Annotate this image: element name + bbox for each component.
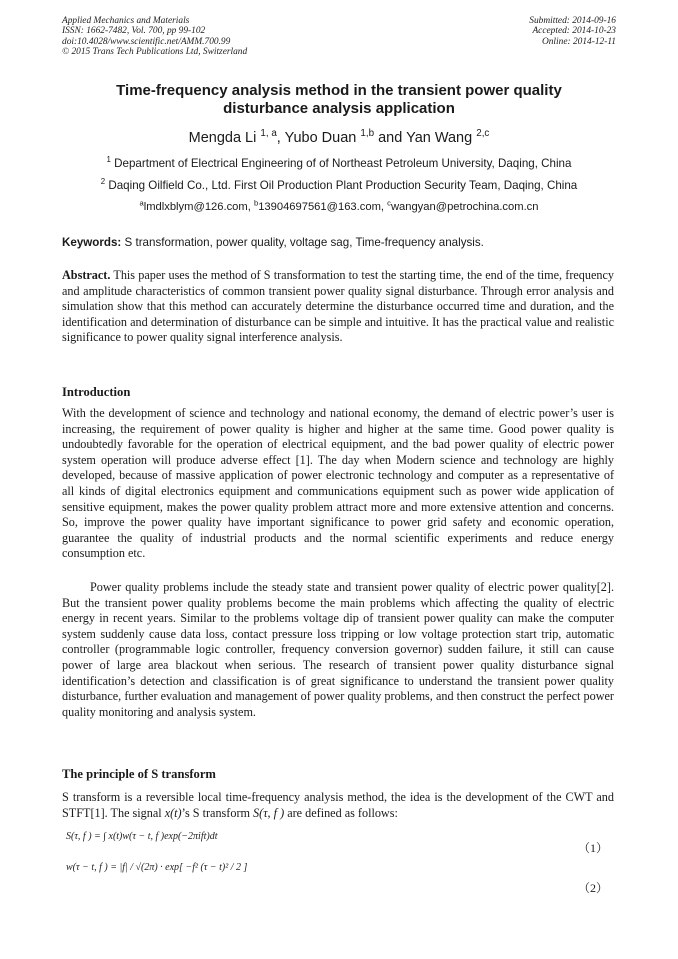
affiliation-1-text: Department of Electrical Engineering of of Northeast Petroleum University, Daqing, China — [114, 157, 572, 170]
email-1[interactable]: lmdlxblym@126.com, — [143, 201, 251, 213]
title-line-1: Time-frequency analysis method in the transient power quality — [116, 82, 562, 99]
title-line-2: disturbance analysis application — [223, 100, 455, 117]
email-list — [62, 198, 616, 213]
introduction-paragraph-1: With the development of science and technology and national economy, the demand of electric power’s user is increasing, the requirement of power quality is higher and higher at the same time. Good power quality is undoubtedly favorable for the operation of electrical equipment, and the bad power quality of electric power system operation will produce adverse effect [1]. The day when Modern science and technology are highly developed, because of massive application of power electronic technology and computer as a representative of all kinds of digital electronics equipment and communications equipment such as power wide application of sensitive equipment, makes the power quality problem attract more and more extensive attention and concerns. So, improve the power quality have important significance to power grid safety and economic operation, guarantee the quality of industrial products and the normal scientific experiments and reduce energy consumption etc. — [62, 406, 614, 561]
s-transform-heading: The principle of S transform — [62, 767, 216, 781]
email-2[interactable]: 13904697561@163.com, — [258, 201, 385, 213]
equation-1: S(τ, f ) = ∫ x(t)w(τ − t, f )exp(−2πift)dt — [66, 831, 218, 842]
keywords-label: Keywords: — [62, 236, 122, 249]
affiliation-2-number: 2 — [100, 177, 106, 187]
signal-symbol: x(t) — [164, 805, 182, 820]
email-3-sup: c — [387, 198, 391, 208]
author-1: Mengda Li — [188, 130, 257, 146]
affiliation-2-text: Daqing Oilfield Co., Ltd. First Oil Production Plant Production Security Team, Daqing, China — [108, 179, 578, 192]
doi: doi:10.4028/www.scientific.net/AMM.700.99 — [62, 36, 231, 47]
author-list: Mengda Li $^{1, a}$, Yubo Duan $^{1,b}$ and Yan Wang $^{2,c}$ — [188, 128, 490, 146]
keywords — [62, 236, 616, 249]
affiliation-2 — [62, 179, 616, 192]
author-and: and — [378, 130, 403, 146]
s-transform-text-1: S transform is a reversible local time-frequency analysis method, the idea is the development of the CWT and STFT[1]. The signal — [62, 790, 614, 820]
s-transform-text-3: are defined as follows: — [287, 805, 398, 820]
copyright: © 2015 Trans Tech Publications Ltd, Switzerland — [62, 47, 248, 58]
abstract-label: Abstract. — [62, 268, 111, 282]
keywords-text: S transformation, power quality, voltage sag, Time-frequency analysis. — [124, 236, 484, 249]
header-right — [529, 16, 616, 47]
submitted-date: Submitted: 2014-09-16 — [529, 16, 616, 26]
s-transform-paragraph — [62, 790, 614, 821]
journal-name: Applied Mechanics and Materials — [62, 16, 190, 26]
introduction-heading: Introduction — [62, 385, 131, 399]
equation-2: w(τ − t, f ) = |f| / √(2π) · exp[ −f² (τ − t)² / 2 ] — [66, 862, 248, 873]
affiliation-1 — [62, 157, 616, 170]
paper-title — [62, 82, 616, 118]
equation-1-number: （1） — [577, 841, 608, 855]
email-3[interactable]: wangyan@petrochina.com.cn — [390, 201, 539, 213]
author-1-sup: 1, a — [260, 128, 277, 140]
online-date: Online: 2014-12-11 — [541, 36, 616, 47]
abstract-text: This paper uses the method of S transformation to test the starting time, the end of the time, frequency and amplitude characteristics of common transient power quality signal disturbance. Through error analysis and simulation show that this method can accurately determine the disturbance occurred time and duration, and the identification and determination of disturbance can be simple and intuitive. It has the practical value and realistic significance to power quality signal interference analysis. — [62, 268, 614, 345]
author-2: Yubo Duan — [284, 130, 357, 146]
affiliation-1-number: 1 — [106, 155, 111, 165]
abstract — [62, 268, 614, 346]
email-2-sup: b — [253, 198, 259, 208]
email-1-sup: a — [139, 198, 144, 208]
issn: ISSN: 1662-7482, Vol. 700, pp 99-102 — [62, 26, 206, 37]
accepted-date: Accepted: 2014-10-23 — [532, 26, 616, 37]
author-3: Yan Wang — [406, 130, 473, 146]
equation-2-number: （2） — [577, 881, 608, 895]
author-2-sup: 1,b — [360, 128, 375, 140]
header-left — [62, 16, 247, 58]
introduction-paragraph-2: Power quality problems include the steady state and transient power quality of electric power quality[2]. But the transient power quality problems become the main problems which affecting the quality of electric energy in recent years. Similar to the problems voltage dip of transient power quality can make the computer system suddenly cause data loss, contact pressure loss tripping or low voltage protection start trip, automatic controller (programmable logic controller, frequency conversion governor) sudden failure, it still can cause power of large area blackout when serious. The research of transient power quality disturbance signal identification’s detection and classification is of great significance to understand the transient power quality disturbance, further evaluation and management of power quality problems, and then construct the perfect power quality monitoring and analysis system. — [62, 580, 614, 719]
s-transform-symbol: S(τ, f ) — [253, 805, 285, 820]
s-transform-text-2: ’s S transform — [181, 805, 250, 820]
author-3-sup: 2,c — [476, 128, 490, 140]
